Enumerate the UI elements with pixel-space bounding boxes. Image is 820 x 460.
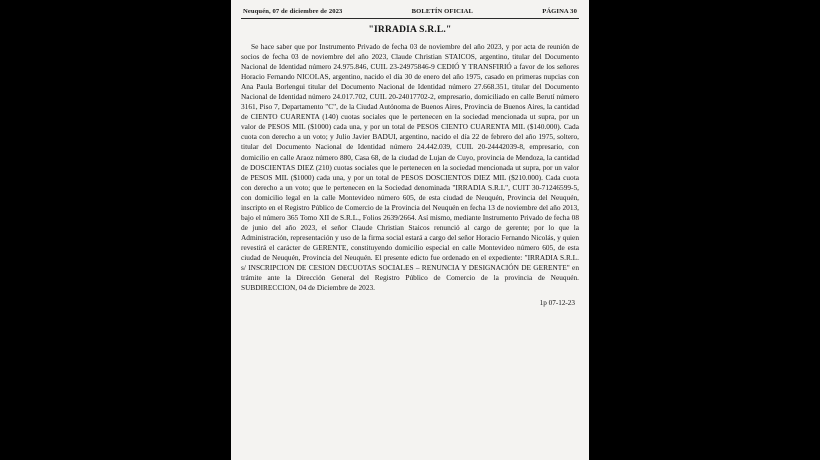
notice-reference-code: 1p 07-12-23 [539, 299, 575, 308]
header-page-number: PÁGINA 30 [542, 8, 577, 15]
header-divider [241, 18, 579, 19]
left-black-bezel [0, 0, 231, 460]
right-black-bezel [589, 0, 820, 460]
header-date: Neuquén, 07 de diciembre de 2023 [243, 8, 343, 15]
page-header [241, 8, 579, 17]
document-page [231, 0, 589, 460]
notice-body: Se hace saber que por Instrumento Privado de fecha 03 de noviembre del año 2023, y por acta de reunión de socios de fecha 03 de noviembre del año 2023, Claude Christian STAICOS, argentino, titular del Documento Nacional de Identidad número 24.975.846, CUIL 23-24975846-9 CEDIÓ Y TRANSFIRIÓ a favor de los señores Horacio Fernando NICOLAS, argentino, nacido el día 30 de enero del año 1975, casado en primeras nupcias con Ana Paula Borlengui titular del Documento Nacional de Identidad número 27.668.351, titular del Documento Nacional de Identidad número 24.017.702, CUIL 20-24017702-2, empresario, domiciliado en calle Berutí número 3161, Piso 7, Departamento "C", de la Ciudad Autónoma de Buenos Aires, Provincia de Buenos Aires, la cantidad de CIENTO CUARENTA (140) cuotas sociales que le pertenecen en la sociedad mencionada ut supra, por un valor de PESOS MIL ($1000) cada una, y por un total de PESOS CIENTO CUARENTA MIL ($140.000). Cada cuota con derecho a un voto; y Julio Javier BADUI, argentino, nacido el día 22 de febrero del año 1975, soltero, titular del Documento Nacional de Identidad número 24.442.039, CUIL 20-24442039-8, empresario, con domicilio en calle Araoz número 880, Casa 68, de la ciudad de Lujan de Cuyo, provincia de Mendoza, la cantidad de DOSCIENTAS DIEZ (210) cuotas sociales que le pertenecen en la sociedad mencionada ut supra, por un valor de PESOS MIL ($1000) cada una, y por un total de PESOS DOSCIENTOS DIEZ MIL ($210.000). Cada cuota con derecho a un voto; que le pertenecen en la Sociedad denominada "IRRADIA S.R.L", CUIT 30-71246599-5, con domicilio legal en la calle Montevideo número 605, de esta ciudad de Neuquén, Provincia del Neuquén, inscripto en el Registro Público de Comercio de la Provincia del Neuquén en fecha 13 de noviembre del año 2013, bajo el número 365 Tomo XII de S.R.L., Folios 2639/2664. Así mismo, mediante Instrumento Privado de fecha 08 de junio del año 2023, el señor Claude Christian Staicos renunció al cargo de gerente; por lo que la Administración, representación y uso de la firma social estará a cargo del señor Horacio Fernando Nicolás, y quien revestirá el carácter de GERENTE, constituyendo domicilio especial en calle Montevideo número 605, de esta ciudad de Neuquén, Provincia del Neuquén. El presente edicto fue ordenado en el expediente: "IRRADIA S.R.L. s/ INSCRIPCION DE CESION DECUOTAS SOCIALES – RENUNCIA Y DESIGNACIÓN DE GERENTE" en trámite ante la Dirección General del Registro Público de Comercio de la provincia de Neuquén. SUBDIRECCION, 04 de Diciembre de 2023. [241, 42, 579, 293]
header-publication-name: BOLETÍN OFICIAL [411, 8, 474, 15]
notice-title: "IRRADIA S.R.L." [368, 25, 452, 35]
